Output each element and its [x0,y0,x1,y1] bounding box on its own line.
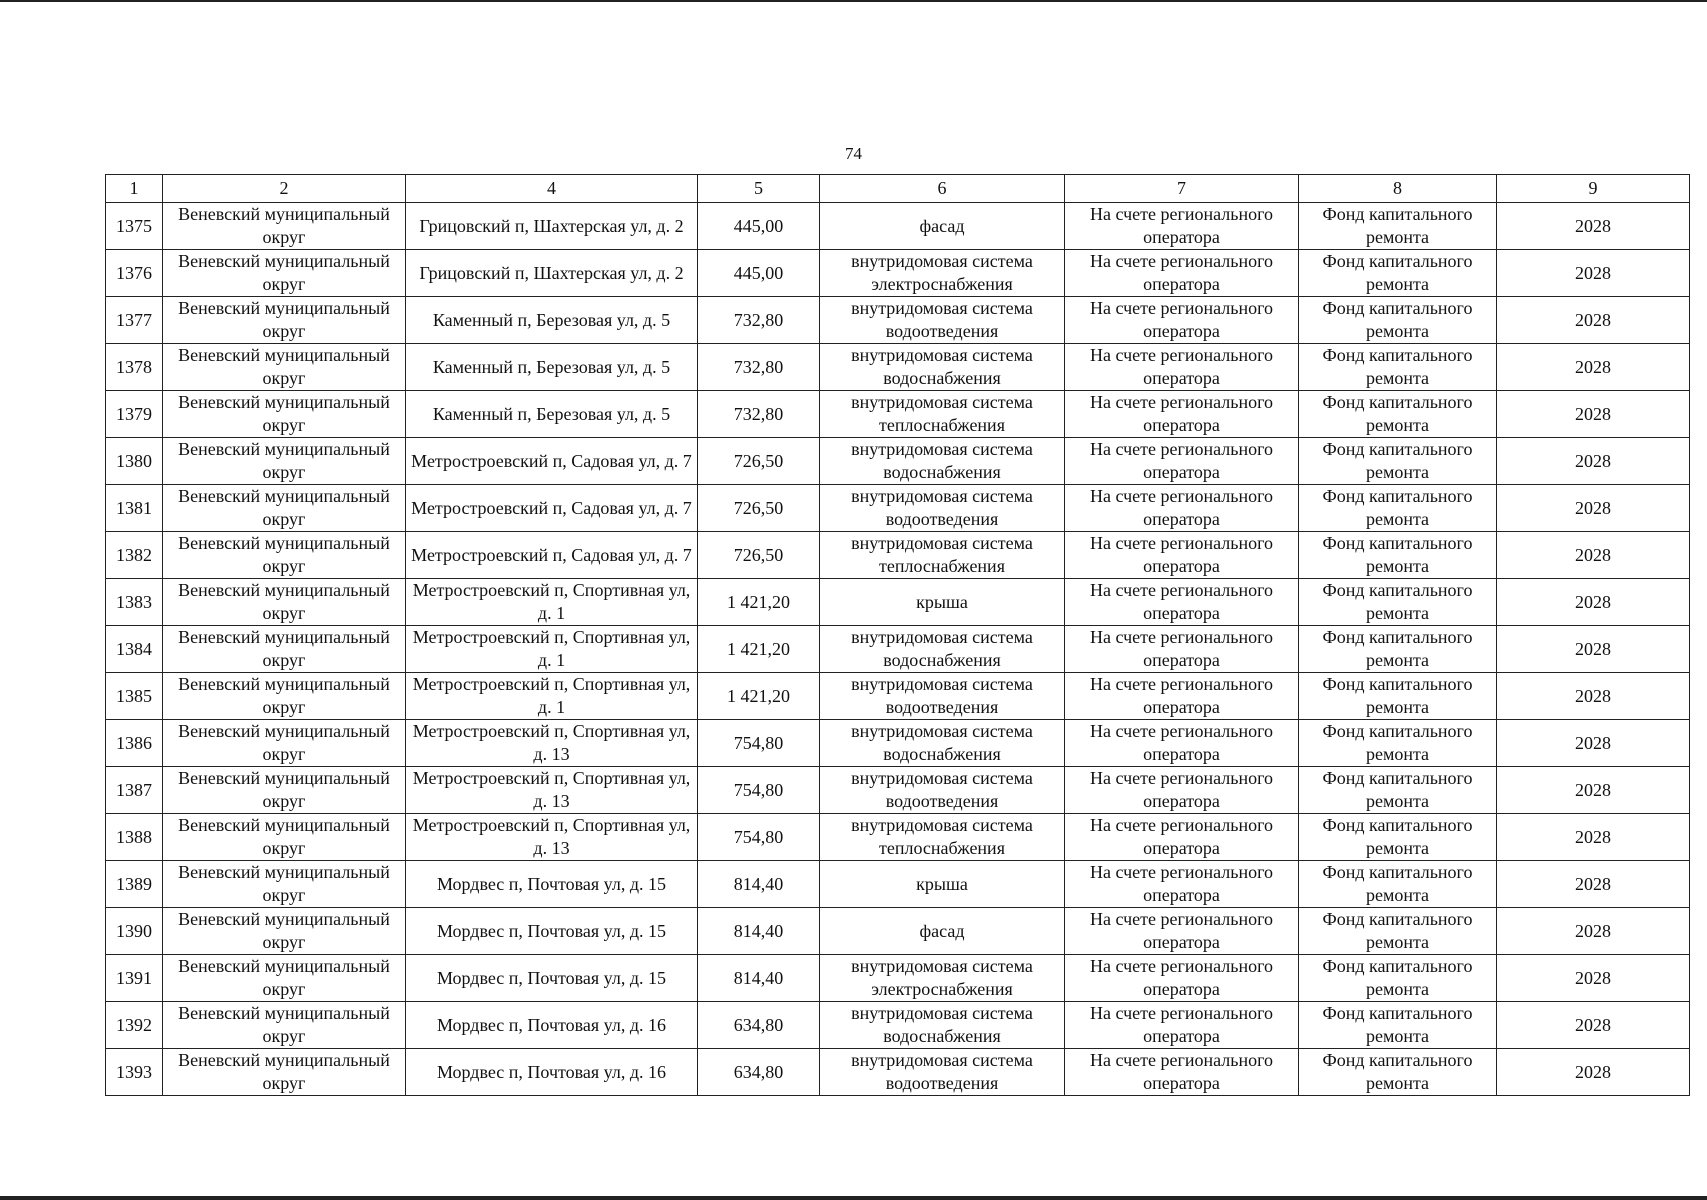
fund-account-cell: На счете регионального оператора [1065,391,1299,438]
work-type-cell: внутридомовая система теплоснабжения [820,391,1065,438]
funding-source-cell: Фонд капитального ремонта [1299,955,1497,1002]
municipality-cell: Веневский муниципальный округ [163,814,406,861]
table-row [106,1049,1690,1096]
row-number-cell: 1382 [106,532,163,579]
area-cell: 634,80 [698,1002,820,1049]
address-cell: Метростроевский п, Спортивная ул, д. 13 [406,767,698,814]
work-type-cell: крыша [820,579,1065,626]
table-row [106,626,1690,673]
row-number-cell: 1383 [106,579,163,626]
table-row [106,532,1690,579]
funding-source-cell: Фонд капитального ремонта [1299,1002,1497,1049]
area-cell: 754,80 [698,767,820,814]
page-number: 74 [845,144,862,163]
row-number-cell: 1392 [106,1002,163,1049]
year-cell: 2028 [1497,203,1690,250]
area-cell: 726,50 [698,485,820,532]
column-number-row [106,175,1690,203]
row-number-cell: 1384 [106,626,163,673]
address-cell: Метростроевский п, Спортивная ул, д. 13 [406,814,698,861]
row-number-cell: 1387 [106,767,163,814]
table-row [106,203,1690,250]
row-number-cell: 1375 [106,203,163,250]
table-body [106,203,1690,1096]
row-number-cell: 1376 [106,250,163,297]
year-cell: 2028 [1497,861,1690,908]
work-type-cell: внутридомовая система водоотведения [820,297,1065,344]
fund-account-cell: На счете регионального оператора [1065,344,1299,391]
year-cell: 2028 [1497,485,1690,532]
area-cell: 754,80 [698,814,820,861]
fund-account-cell: На счете регионального оператора [1065,532,1299,579]
work-type-cell: внутридомовая система водоснабжения [820,1002,1065,1049]
fund-account-cell: На счете регионального оператора [1065,485,1299,532]
row-number-cell: 1388 [106,814,163,861]
address-cell: Мордвес п, Почтовая ул, д. 16 [406,1049,698,1096]
address-cell: Мордвес п, Почтовая ул, д. 15 [406,861,698,908]
year-cell: 2028 [1497,391,1690,438]
funding-source-cell: Фонд капитального ремонта [1299,767,1497,814]
municipality-cell: Веневский муниципальный округ [163,673,406,720]
row-number-cell: 1378 [106,344,163,391]
area-cell: 732,80 [698,297,820,344]
funding-source-cell: Фонд капитального ремонта [1299,908,1497,955]
header-cell: 5 [698,175,820,203]
work-type-cell: внутридомовая система теплоснабжения [820,814,1065,861]
top-border-line [0,0,1707,2]
area-cell: 1 421,20 [698,579,820,626]
address-cell: Грицовский п, Шахтерская ул, д. 2 [406,250,698,297]
fund-account-cell: На счете регионального оператора [1065,626,1299,673]
table-row [106,391,1690,438]
municipality-cell: Веневский муниципальный округ [163,485,406,532]
table-row [106,297,1690,344]
header-cell: 1 [106,175,163,203]
year-cell: 2028 [1497,767,1690,814]
year-cell: 2028 [1497,626,1690,673]
bottom-border-line [0,1196,1707,1200]
funding-source-cell: Фонд капитального ремонта [1299,250,1497,297]
funding-source-cell: Фонд капитального ремонта [1299,861,1497,908]
header-cell: 6 [820,175,1065,203]
area-cell: 814,40 [698,908,820,955]
address-cell: Грицовский п, Шахтерская ул, д. 2 [406,203,698,250]
fund-account-cell: На счете регионального оператора [1065,1002,1299,1049]
year-cell: 2028 [1497,438,1690,485]
table-row [106,579,1690,626]
repair-schedule-table [105,174,1690,1096]
municipality-cell: Веневский муниципальный округ [163,908,406,955]
table-row [106,485,1690,532]
municipality-cell: Веневский муниципальный округ [163,391,406,438]
row-number-cell: 1381 [106,485,163,532]
funding-source-cell: Фонд капитального ремонта [1299,579,1497,626]
table-row [106,861,1690,908]
table-row [106,344,1690,391]
year-cell: 2028 [1497,1049,1690,1096]
year-cell: 2028 [1497,814,1690,861]
funding-source-cell: Фонд капитального ремонта [1299,438,1497,485]
address-cell: Мордвес п, Почтовая ул, д. 15 [406,908,698,955]
address-cell: Метростроевский п, Спортивная ул, д. 1 [406,579,698,626]
fund-account-cell: На счете регионального оператора [1065,861,1299,908]
fund-account-cell: На счете регионального оператора [1065,767,1299,814]
fund-account-cell: На счете регионального оператора [1065,438,1299,485]
area-cell: 814,40 [698,861,820,908]
municipality-cell: Веневский муниципальный округ [163,250,406,297]
fund-account-cell: На счете регионального оператора [1065,297,1299,344]
funding-source-cell: Фонд капитального ремонта [1299,344,1497,391]
area-cell: 814,40 [698,955,820,1002]
row-number-cell: 1379 [106,391,163,438]
row-number-cell: 1391 [106,955,163,1002]
municipality-cell: Веневский муниципальный округ [163,955,406,1002]
funding-source-cell: Фонд капитального ремонта [1299,626,1497,673]
fund-account-cell: На счете регионального оператора [1065,955,1299,1002]
year-cell: 2028 [1497,673,1690,720]
municipality-cell: Веневский муниципальный округ [163,767,406,814]
municipality-cell: Веневский муниципальный округ [163,1049,406,1096]
address-cell: Каменный п, Березовая ул, д. 5 [406,344,698,391]
work-type-cell: внутридомовая система водоснабжения [820,626,1065,673]
table-row [106,720,1690,767]
row-number-cell: 1377 [106,297,163,344]
row-number-cell: 1393 [106,1049,163,1096]
work-type-cell: внутридомовая система водоотведения [820,1049,1065,1096]
address-cell: Метростроевский п, Спортивная ул, д. 1 [406,673,698,720]
year-cell: 2028 [1497,955,1690,1002]
area-cell: 1 421,20 [698,626,820,673]
work-type-cell: фасад [820,203,1065,250]
work-type-cell: внутридомовая система водоснабжения [820,720,1065,767]
funding-source-cell: Фонд капитального ремонта [1299,1049,1497,1096]
table-row [106,908,1690,955]
area-cell: 732,80 [698,344,820,391]
area-cell: 445,00 [698,203,820,250]
table-row [106,1002,1690,1049]
funding-source-cell: Фонд капитального ремонта [1299,814,1497,861]
year-cell: 2028 [1497,720,1690,767]
table-row [106,814,1690,861]
work-type-cell: внутридомовая система водоотведения [820,767,1065,814]
address-cell: Каменный п, Березовая ул, д. 5 [406,391,698,438]
area-cell: 732,80 [698,391,820,438]
funding-source-cell: Фонд капитального ремонта [1299,485,1497,532]
row-number-cell: 1380 [106,438,163,485]
area-cell: 445,00 [698,250,820,297]
work-type-cell: внутридомовая система водоснабжения [820,438,1065,485]
municipality-cell: Веневский муниципальный округ [163,861,406,908]
fund-account-cell: На счете регионального оператора [1065,720,1299,767]
address-cell: Метростроевский п, Спортивная ул, д. 13 [406,720,698,767]
municipality-cell: Веневский муниципальный округ [163,297,406,344]
fund-account-cell: На счете регионального оператора [1065,203,1299,250]
funding-source-cell: Фонд капитального ремонта [1299,532,1497,579]
table-row [106,250,1690,297]
area-cell: 754,80 [698,720,820,767]
fund-account-cell: На счете регионального оператора [1065,908,1299,955]
fund-account-cell: На счете регионального оператора [1065,814,1299,861]
work-type-cell: внутридомовая система водоснабжения [820,344,1065,391]
address-cell: Метростроевский п, Садовая ул, д. 7 [406,438,698,485]
area-cell: 726,50 [698,532,820,579]
municipality-cell: Веневский муниципальный округ [163,203,406,250]
municipality-cell: Веневский муниципальный округ [163,1002,406,1049]
fund-account-cell: На счете регионального оператора [1065,250,1299,297]
funding-source-cell: Фонд капитального ремонта [1299,391,1497,438]
funding-source-cell: Фонд капитального ремонта [1299,673,1497,720]
municipality-cell: Веневский муниципальный округ [163,579,406,626]
header-cell: 8 [1299,175,1497,203]
area-cell: 634,80 [698,1049,820,1096]
funding-source-cell: Фонд капитального ремонта [1299,297,1497,344]
fund-account-cell: На счете регионального оператора [1065,1049,1299,1096]
table-row [106,438,1690,485]
row-number-cell: 1390 [106,908,163,955]
address-cell: Каменный п, Березовая ул, д. 5 [406,297,698,344]
fund-account-cell: На счете регионального оператора [1065,579,1299,626]
row-number-cell: 1385 [106,673,163,720]
municipality-cell: Веневский муниципальный округ [163,344,406,391]
year-cell: 2028 [1497,532,1690,579]
fund-account-cell: На счете регионального оператора [1065,673,1299,720]
table-row [106,673,1690,720]
work-type-cell: внутридомовая система водоотведения [820,673,1065,720]
municipality-cell: Веневский муниципальный округ [163,720,406,767]
funding-source-cell: Фонд капитального ремонта [1299,720,1497,767]
area-cell: 1 421,20 [698,673,820,720]
work-type-cell: внутридомовая система электроснабжения [820,250,1065,297]
table-row [106,955,1690,1002]
year-cell: 2028 [1497,908,1690,955]
year-cell: 2028 [1497,250,1690,297]
work-type-cell: внутридомовая система электроснабжения [820,955,1065,1002]
address-cell: Метростроевский п, Садовая ул, д. 7 [406,485,698,532]
year-cell: 2028 [1497,297,1690,344]
area-cell: 726,50 [698,438,820,485]
header-cell: 7 [1065,175,1299,203]
work-type-cell: крыша [820,861,1065,908]
header-cell: 4 [406,175,698,203]
municipality-cell: Веневский муниципальный округ [163,532,406,579]
work-type-cell: внутридомовая система водоотведения [820,485,1065,532]
year-cell: 2028 [1497,344,1690,391]
row-number-cell: 1389 [106,861,163,908]
address-cell: Мордвес п, Почтовая ул, д. 15 [406,955,698,1002]
header-cell: 9 [1497,175,1690,203]
municipality-cell: Веневский муниципальный округ [163,438,406,485]
header-cell: 2 [163,175,406,203]
address-cell: Мордвес п, Почтовая ул, д. 16 [406,1002,698,1049]
table-row [106,767,1690,814]
year-cell: 2028 [1497,1002,1690,1049]
municipality-cell: Веневский муниципальный округ [163,626,406,673]
address-cell: Метростроевский п, Спортивная ул, д. 1 [406,626,698,673]
address-cell: Метростроевский п, Садовая ул, д. 7 [406,532,698,579]
work-type-cell: внутридомовая система теплоснабжения [820,532,1065,579]
funding-source-cell: Фонд капитального ремонта [1299,203,1497,250]
row-number-cell: 1386 [106,720,163,767]
work-type-cell: фасад [820,908,1065,955]
year-cell: 2028 [1497,579,1690,626]
